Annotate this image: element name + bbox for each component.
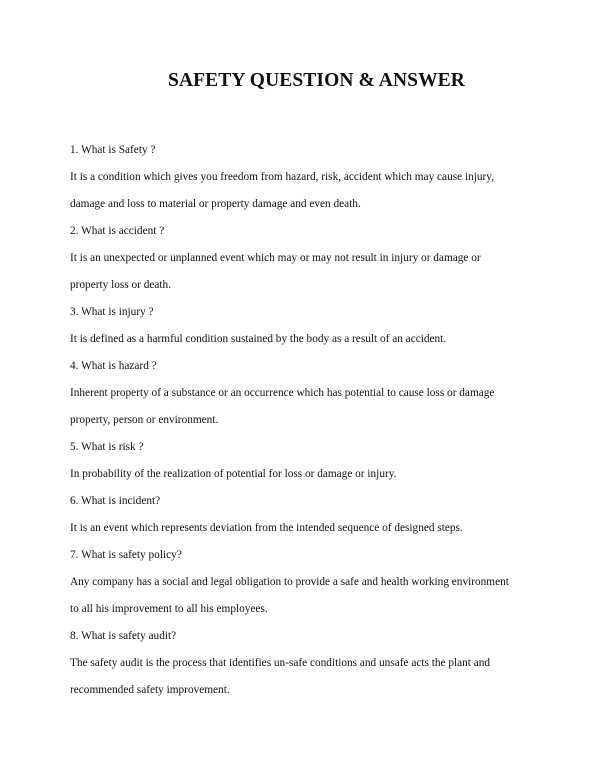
question-5: 5. What is risk ?	[70, 441, 144, 453]
question-6: 6. What is incident?	[70, 495, 161, 507]
question-4: 4. What is hazard ?	[70, 360, 157, 372]
question-8: 8. What is safety audit?	[70, 630, 177, 642]
question-7: 7. What is safety policy?	[70, 549, 182, 561]
page-title: SAFETY QUESTION & ANSWER	[168, 70, 465, 91]
question-1: 1. What is Safety ?	[70, 144, 156, 156]
answer-2-line-1: It is an unexpected or unplanned event which may or may not result in injury or damage or	[70, 252, 481, 264]
answer-8-line-2: recommended safety improvement.	[70, 684, 230, 696]
answer-1-line-2: damage and loss to material or property damage and even death.	[70, 198, 361, 210]
answer-8-line-1: The safety audit is the process that identifies un-safe conditions and unsafe acts the plant and	[70, 657, 491, 669]
answer-1-line-1: It is a condition which gives you freedom from hazard, risk, accident which may cause injury,	[70, 171, 495, 183]
answer-7-line-1: Any company has a social and legal obligation to provide a safe and health working environment	[70, 576, 509, 588]
answer-4-line-1: Inherent property of a substance or an occurrence which has potential to cause loss or damage	[70, 387, 495, 399]
question-3: 3. What is injury ?	[70, 306, 154, 318]
answer-7-line-2: to all his improvement to all his employees.	[70, 603, 268, 615]
answer-5-line-1: In probability of the realization of potential for loss or damage or injury.	[70, 468, 397, 480]
answer-6-line-1: It is an event which represents deviation from the intended sequence of designed steps.	[70, 522, 463, 534]
answer-2-line-2: property loss or death.	[70, 279, 172, 291]
answer-4-line-2: property, person or environment.	[70, 414, 219, 426]
question-2: 2. What is accident ?	[70, 225, 165, 237]
answer-3-line-1: It is defined as a harmful condition sustained by the body as a result of an accident.	[70, 333, 447, 345]
